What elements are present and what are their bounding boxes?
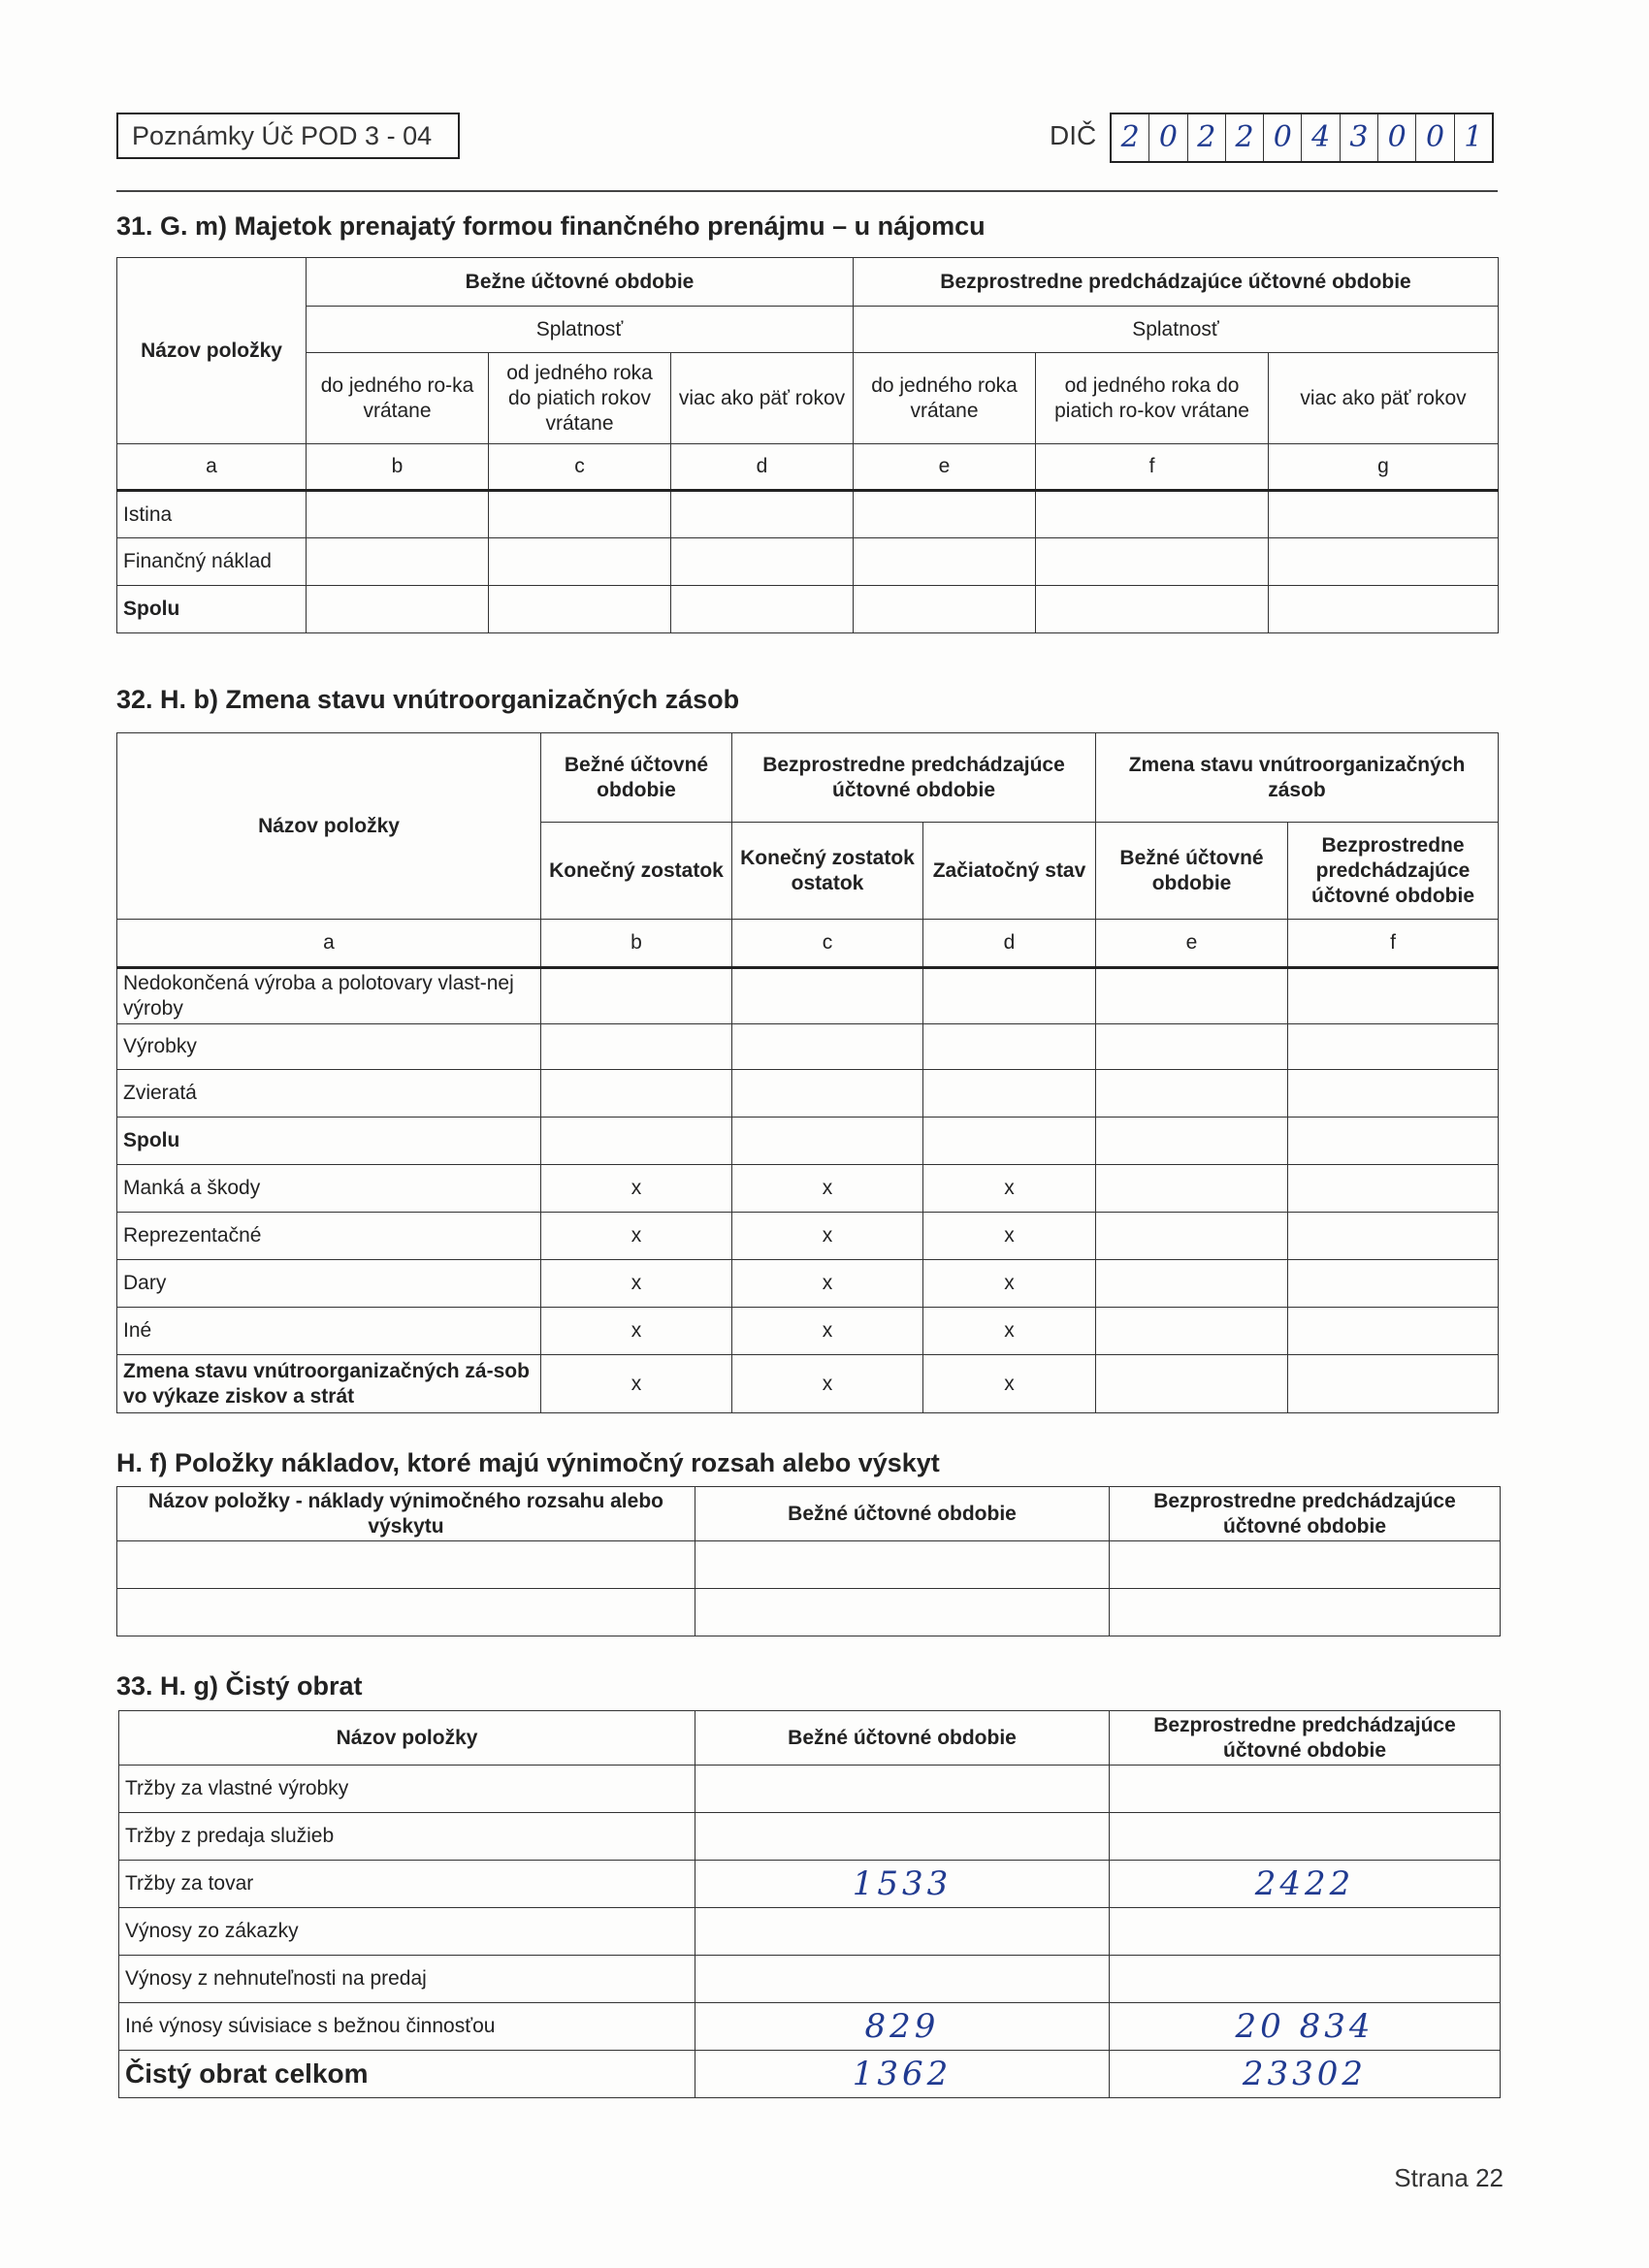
- dic-digit[interactable]: 0: [1416, 114, 1454, 161]
- table-row: [119, 1908, 1501, 1956]
- section-31-title: 31. G. m) Majetok prenajatý formou finančného prenájmu – u nájomcu: [116, 211, 986, 241]
- dic-field[interactable]: [1110, 113, 1494, 163]
- current-value[interactable]: 829: [695, 2003, 1110, 2051]
- row-label: Nedokončená výroba a polotovary vlast-nej výroby: [117, 968, 541, 1024]
- table-row: [117, 1541, 1501, 1589]
- dic-digit[interactable]: 2: [1188, 114, 1226, 161]
- form-id: Poznámky Úč POD 3 - 04: [132, 121, 433, 150]
- input-cell[interactable]: [1288, 1165, 1499, 1213]
- input-cell[interactable]: [1269, 586, 1499, 633]
- input-cell[interactable]: [1096, 1024, 1288, 1070]
- row-label: Zvieratá: [117, 1070, 541, 1118]
- maturity-1y: do jedného ro-ka vrátane: [307, 353, 489, 444]
- dic-digit[interactable]: 0: [1378, 114, 1416, 161]
- current-period-header: Bežne účtovné obdobie: [307, 258, 854, 307]
- section-hf-title: H. f) Položky nákladov, ktoré majú výnimočný rozsah alebo výskyt: [116, 1448, 940, 1477]
- input-cell[interactable]: [1288, 1118, 1499, 1165]
- col-name-header: Názov položky: [117, 733, 541, 920]
- table-row: [119, 2003, 1501, 2051]
- input-cell[interactable]: [1288, 1260, 1499, 1308]
- x-mark: x: [923, 1308, 1096, 1355]
- row-label: Reprezentačné: [117, 1213, 541, 1260]
- input-cell[interactable]: [1288, 968, 1499, 1024]
- x-mark: x: [923, 1355, 1096, 1413]
- current-value[interactable]: [695, 1956, 1110, 2003]
- previous-value[interactable]: [1110, 1766, 1501, 1813]
- input-cell[interactable]: [1096, 1355, 1288, 1413]
- input-cell[interactable]: [307, 586, 489, 633]
- prev-maturity-1-5y: od jedného roka do piatich ro-kov vrátane: [1036, 353, 1269, 444]
- input-cell[interactable]: [1036, 538, 1269, 586]
- input-cell[interactable]: [854, 586, 1036, 633]
- input-cell[interactable]: [1269, 538, 1499, 586]
- col-letter: b: [541, 920, 732, 968]
- x-mark: x: [541, 1260, 732, 1308]
- x-mark: x: [732, 1165, 923, 1213]
- input-cell[interactable]: [1288, 1355, 1499, 1413]
- input-cell[interactable]: [923, 1070, 1096, 1118]
- col-letter: a: [117, 920, 541, 968]
- table-row: [117, 1118, 1499, 1165]
- previous-value[interactable]: [1110, 1813, 1501, 1861]
- current-value[interactable]: [695, 1908, 1110, 1956]
- input-cell[interactable]: [1096, 1213, 1288, 1260]
- change-previous-header: Bezprostredne predchádzajúce účtovné obdobie: [1288, 823, 1499, 920]
- row-label: Finančný náklad: [117, 538, 307, 586]
- row-label: Dary: [117, 1260, 541, 1308]
- table-row: [117, 586, 1499, 633]
- input-cell[interactable]: [117, 1541, 695, 1589]
- input-cell[interactable]: [854, 538, 1036, 586]
- lease-table: [116, 257, 1499, 633]
- input-cell[interactable]: [1036, 586, 1269, 633]
- current-value[interactable]: [695, 1766, 1110, 1813]
- input-cell[interactable]: [671, 538, 854, 586]
- dic-digit[interactable]: 0: [1264, 114, 1302, 161]
- prev-maturity-5y-plus: viac ako päť rokov: [1269, 353, 1499, 444]
- row-label: Tržby za vlastné výrobky: [119, 1766, 695, 1813]
- page-number: Strana 22: [1394, 2163, 1504, 2192]
- header-divider: [116, 190, 1498, 192]
- previous-period-header: Bezprostredne predchádzajúce účtovné obdobie: [854, 258, 1499, 307]
- previous-value[interactable]: [1110, 1908, 1501, 1956]
- table-row: [117, 491, 1499, 538]
- inventory-change-table: [116, 732, 1499, 1413]
- col-letter: c: [732, 920, 923, 968]
- table-row: [117, 968, 1499, 1024]
- input-cell[interactable]: [1096, 968, 1288, 1024]
- input-cell[interactable]: [1110, 1589, 1501, 1636]
- opening-balance-header: Začiatočný stav: [923, 823, 1096, 920]
- change-header: Zmena stavu vnútroorganizačných zásob: [1096, 733, 1499, 823]
- input-cell[interactable]: [732, 968, 923, 1024]
- row-label: Manká a škody: [117, 1165, 541, 1213]
- input-cell[interactable]: [1288, 1024, 1499, 1070]
- x-mark: x: [541, 1355, 732, 1413]
- dic-digit[interactable]: 0: [1149, 114, 1187, 161]
- x-mark: x: [732, 1355, 923, 1413]
- x-mark: x: [732, 1260, 923, 1308]
- input-cell[interactable]: [1288, 1213, 1499, 1260]
- input-cell[interactable]: [541, 968, 732, 1024]
- input-cell[interactable]: [732, 1070, 923, 1118]
- input-cell[interactable]: [489, 586, 671, 633]
- input-cell[interactable]: [923, 1118, 1096, 1165]
- input-cell[interactable]: [1288, 1070, 1499, 1118]
- input-cell[interactable]: [1096, 1260, 1288, 1308]
- prev-closing-balance-header: Konečný zostatok ostatok: [732, 823, 923, 920]
- input-cell[interactable]: [695, 1589, 1110, 1636]
- row-label: Výrobky: [117, 1024, 541, 1070]
- table-row: [117, 1165, 1499, 1213]
- net-turnover-table: [118, 1710, 1501, 2098]
- input-cell[interactable]: [1269, 491, 1499, 538]
- col-letter: f: [1036, 444, 1269, 491]
- input-cell[interactable]: [489, 538, 671, 586]
- table-row: [117, 1589, 1501, 1636]
- input-cell[interactable]: [671, 491, 854, 538]
- maturity-1-5y: od jedného roka do piatich rokov vrátane: [489, 353, 671, 444]
- x-mark: x: [732, 1308, 923, 1355]
- table-row: [119, 1861, 1501, 1908]
- row-label: Tržby z predaja služieb: [119, 1813, 695, 1861]
- exceptional-costs-table: [116, 1486, 1501, 1636]
- input-cell[interactable]: [1096, 1118, 1288, 1165]
- input-cell[interactable]: [732, 1024, 923, 1070]
- x-mark: x: [541, 1165, 732, 1213]
- row-label: Iné: [117, 1308, 541, 1355]
- input-cell[interactable]: [307, 538, 489, 586]
- dic-digit[interactable]: 1: [1464, 120, 1483, 154]
- input-cell[interactable]: [307, 491, 489, 538]
- col-letter: d: [923, 920, 1096, 968]
- table-row: [117, 538, 1499, 586]
- input-cell[interactable]: [1288, 1308, 1499, 1355]
- change-current-header: Bežné účtovné obdobie: [1096, 823, 1288, 920]
- dic-label: DIČ: [1050, 120, 1097, 150]
- closing-balance-header: Konečný zostatok: [541, 823, 732, 920]
- x-mark: x: [923, 1165, 1096, 1213]
- previous-value[interactable]: [1110, 1956, 1501, 2003]
- col-name-header: Názov položky: [119, 1711, 695, 1766]
- col-letter: f: [1288, 920, 1499, 968]
- row-label: Spolu: [117, 1118, 541, 1165]
- table-row: [117, 1213, 1499, 1260]
- section-32-title: 32. H. b) Zmena stavu vnútroorganizačných zásob: [116, 685, 740, 714]
- x-mark: x: [541, 1213, 732, 1260]
- dic-digit[interactable]: 2: [1112, 114, 1149, 161]
- previous-value[interactable]: 20 834: [1110, 2003, 1501, 2051]
- dic-digit[interactable]: 3: [1341, 114, 1378, 161]
- table-row: [117, 1260, 1499, 1308]
- row-label: Iné výnosy súvisiace s bežnou činnosťou: [119, 2003, 695, 2051]
- table-row: [119, 1766, 1501, 1813]
- row-label: Zmena stavu vnútroorganizačných zá-sob vo výkaze ziskov a strát: [117, 1355, 541, 1413]
- row-label: Čistý obrat celkom: [119, 2051, 695, 2098]
- current-value[interactable]: 1362: [695, 2051, 1110, 2098]
- maturity-header: Splatnosť: [307, 307, 854, 353]
- table-row: [119, 1956, 1501, 2003]
- x-mark: x: [732, 1213, 923, 1260]
- input-cell[interactable]: [541, 1024, 732, 1070]
- maturity-5y-plus: viac ako päť rokov: [671, 353, 854, 444]
- col-name-header: Názov položky: [117, 258, 307, 444]
- input-cell[interactable]: [541, 1118, 732, 1165]
- input-cell[interactable]: [1096, 1070, 1288, 1118]
- section-33-title: 33. H. g) Čistý obrat: [116, 1671, 363, 1701]
- col-letter: c: [489, 444, 671, 491]
- x-mark: x: [923, 1213, 1096, 1260]
- table-row: [117, 1070, 1499, 1118]
- input-cell[interactable]: [489, 491, 671, 538]
- col-letter: d: [671, 444, 854, 491]
- input-cell[interactable]: [1096, 1308, 1288, 1355]
- col-letter: e: [1096, 920, 1288, 968]
- row-label: Spolu: [117, 586, 307, 633]
- previous-period-header: Bezprostredne predchádzajúce účtovné obdobie: [1110, 1711, 1501, 1766]
- row-label: Istina: [117, 491, 307, 538]
- previous-value[interactable]: 2422: [1110, 1861, 1501, 1908]
- current-value[interactable]: 1533: [695, 1861, 1110, 1908]
- form-id-box: [116, 113, 460, 159]
- table-row: [117, 1024, 1499, 1070]
- dic-digit[interactable]: 2: [1226, 114, 1264, 161]
- input-cell[interactable]: [1036, 491, 1269, 538]
- table-row: [117, 1355, 1499, 1413]
- previous-period-header: Bezprostredne predchádzajúce účtovné obdobie: [732, 733, 1096, 823]
- x-mark: x: [923, 1260, 1096, 1308]
- current-period-header: Bežné účtovné obdobie: [695, 1711, 1110, 1766]
- input-cell[interactable]: [671, 586, 854, 633]
- input-cell[interactable]: [695, 1541, 1110, 1589]
- row-label: Výnosy zo zákazky: [119, 1908, 695, 1956]
- input-cell[interactable]: [117, 1589, 695, 1636]
- previous-period-header: Bezprostredne predchádzajúce účtovné obdobie: [1110, 1487, 1501, 1541]
- input-cell[interactable]: [923, 968, 1096, 1024]
- row-label: Tržby za tovar: [119, 1861, 695, 1908]
- input-cell[interactable]: [854, 491, 1036, 538]
- input-cell[interactable]: [1110, 1541, 1501, 1589]
- dic-digit[interactable]: 4: [1302, 114, 1340, 161]
- col-letter: b: [307, 444, 489, 491]
- prev-maturity-1y: do jedného roka vrátane: [854, 353, 1036, 444]
- col-letter: a: [117, 444, 307, 491]
- maturity-header-prev: Splatnosť: [854, 307, 1499, 353]
- previous-value[interactable]: 23302: [1110, 2051, 1501, 2098]
- current-period-header: Bežné účtovné obdobie: [695, 1487, 1110, 1541]
- col-letter: e: [854, 444, 1036, 491]
- current-period-header: Bežné účtovné obdobie: [541, 733, 732, 823]
- x-mark: x: [541, 1308, 732, 1355]
- table-row: [119, 1813, 1501, 1861]
- col-name-header: Názov položky - náklady výnimočného rozsahu alebo výskytu: [117, 1487, 695, 1541]
- row-label: Výnosy z nehnuteľnosti na predaj: [119, 1956, 695, 2003]
- table-row: [117, 1308, 1499, 1355]
- input-cell[interactable]: [1096, 1165, 1288, 1213]
- current-value[interactable]: [695, 1813, 1110, 1861]
- input-cell[interactable]: [923, 1024, 1096, 1070]
- table-row: [119, 2051, 1501, 2098]
- input-cell[interactable]: [541, 1070, 732, 1118]
- input-cell[interactable]: [732, 1118, 923, 1165]
- col-letter: g: [1269, 444, 1499, 491]
